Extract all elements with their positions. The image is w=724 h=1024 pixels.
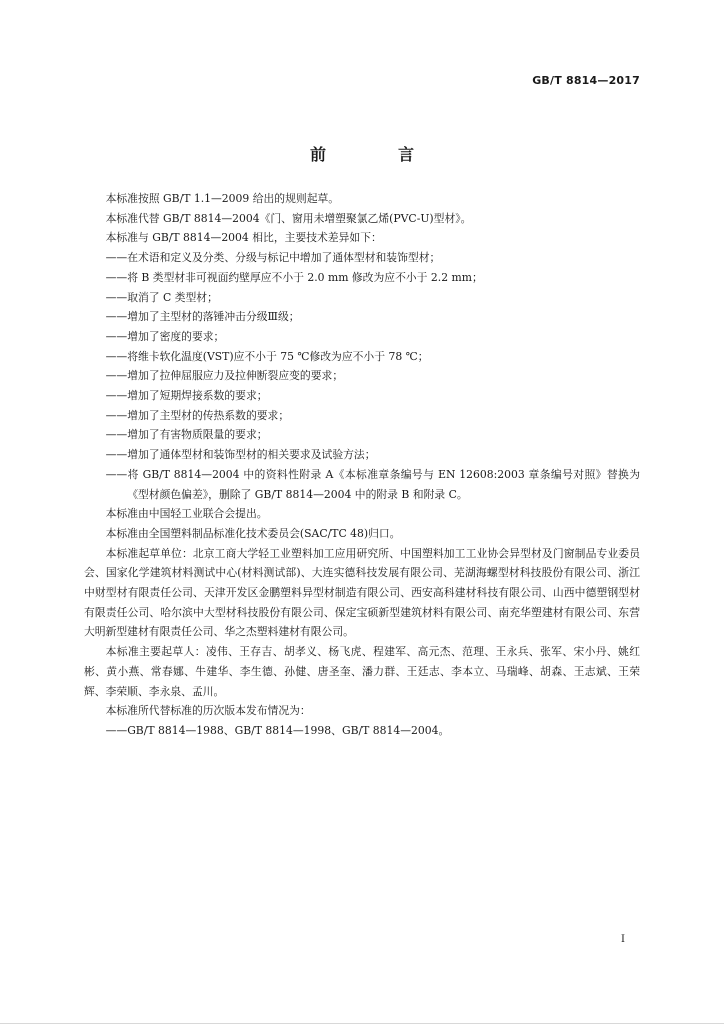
list-item: ——增加了短期焊接系数的要求； — [105, 389, 268, 403]
document-body — [84, 189, 640, 741]
paragraph: 本标准主要起草人：凌伟、王存吉、胡孝义、杨飞虎、程建军、高元杰、范理、王永兵、张军、宋小丹、姚红彬、黄小燕、常春娜、牛建华、李生德、孙健、唐圣奎、潘力群、王廷志、李本立、马瑞峰、胡森、王志斌、王荣辉、李荣顺、李永泉、孟川。 — [84, 645, 640, 698]
paragraph: 本标准按照 GB/T 1.1—2009 给出的规则起草。 — [105, 192, 340, 205]
list-item: ——增加了有害物质限量的要求； — [105, 428, 268, 442]
page-number: I — [621, 934, 625, 945]
list-item: ——将 B 类型材非可视面约壁厚应不小于 2.0 mm 修改为应不小于 2.2 mm； — [105, 270, 483, 284]
list-item: ——将维卡软化温度(VST)应不小于 75 ℃修改为应不小于 78 ℃； — [105, 349, 429, 363]
list-item: ——将 GB/T 8814—2004 中的资料性附录 A《本标准章条编号与 EN 12608:2003 章条编号对照》替换为《型材颜色偏差》，删除了 GB/T 8814—2004 中的附录 B 和附录 C。 — [105, 467, 640, 501]
list-item: ——增加了拉伸屈服应力及拉伸断裂应变的要求； — [105, 369, 344, 383]
paragraph: 本标准与 GB/T 8814—2004 相比，主要技术差异如下： — [105, 231, 382, 245]
paragraph: 本标准起草单位：北京工商大学轻工业塑料加工应用研究所、中国塑料加工工业协会异型材及门窗制品专业委员会、国家化学建筑材料测试中心(材料测试部)、大连实德科技发展有限公司、芜湖海螺型材科技股份有限公司、浙江中财型材有限责任公司、天津开发区金鹏塑料异型材制造有限公司、西安高科建材科技有限公司、山西中德塑钢型材有限责任公司、哈尔滨中大型材科技股份有限公司、保定宝硕新型建筑材料有限公司、南充华塑建材有限公司、东营大明新型建材有限责任公司、华之杰塑料建材有限公司。 — [84, 546, 640, 639]
paragraph: 本标准由中国轻工业联合会提出。 — [105, 507, 268, 521]
list-item: ——取消了 C 类型材； — [105, 290, 218, 304]
list-item: ——增加了通体型材和装饰型材的相关要求及试验方法； — [105, 448, 376, 462]
standard-code: GB/T 8814—2017 — [532, 74, 640, 87]
paragraph: 本标准由全国塑料制品标准化技术委员会(SAC/TC 48)归口。 — [105, 526, 401, 540]
list-item: ——增加了主型材的落锤冲击分级Ⅲ级； — [105, 310, 300, 324]
list-item: ——在术语和定义及分类、分级与标记中增加了通体型材和装饰型材； — [105, 251, 441, 265]
paragraph: 本标准所代替标准的历次版本发布情况为： — [105, 704, 311, 718]
page-title: 前 言 — [309, 145, 442, 164]
list-item: ——增加了主型材的传热系数的要求； — [105, 408, 290, 422]
list-item: ——增加了密度的要求； — [105, 329, 225, 343]
list-item: ——GB/T 8814—1988、GB/T 8814—1998、GB/T 8814—2004。 — [105, 723, 450, 737]
paragraph: 本标准代替 GB/T 8814—2004《门、窗用未增塑聚氯乙烯(PVC-U)型材》。 — [105, 211, 472, 225]
